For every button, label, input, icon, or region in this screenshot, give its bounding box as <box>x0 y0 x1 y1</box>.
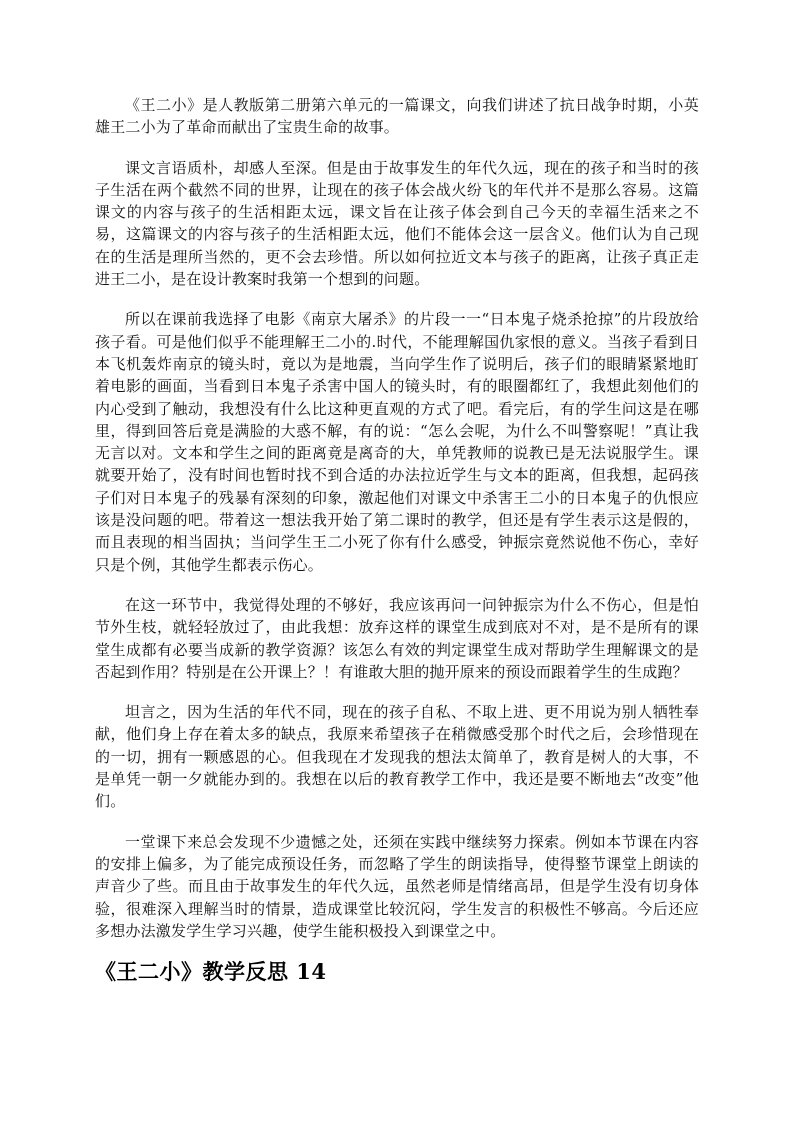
document-body <box>95 94 699 960</box>
section-heading: 《王二小》教学反思 14 <box>95 959 327 984</box>
paragraph-summary: 一堂课下来总会发现不少遗憾之处，还须在实践中继续努力探索。例如本节课在内容的安排上偏多，为了能完成预设任务，而忽略了学生的朗读指导，使得整节课堂上朗读的声音少了些。而且由于故事发生的年代久远，虽然老师是情绪高昂，但是学生没有切身体验，很难深入理解当时的情景，造成课堂比较沉闷，学生发言的积极性不够高。今后还应多想办法激发学生学习兴趣，使学生能积极投入到课堂之中。 <box>95 832 699 940</box>
paragraph-intro: 《王二小》是人教版第二册第六单元的一篇课文，向我们讲述了抗日战争时期，小英雄王二小为了革命而献出了宝贵生命的故事。 <box>95 96 699 137</box>
paragraph-frankly: 坦言之，因为生活的年代不同，现在的孩子自私、不取上进、更不用说为别人牺牲奉献，他们身上存在着太多的缺点，我原来希望孩子在稍微感受那个时代之后，会珍惜现在的一切，拥有一颗感恩的心。但我现在才发现我的想法太简单了，教育是树人的大事，不是单凭一朝一夕就能办到的。我想在以后的教育教学工作中，我还是要不断地去“改变”他们。 <box>95 703 699 811</box>
paragraph-language: 课文言语质朴，却感人至深。但是由于故事发生的年代久远，现在的孩子和当时的孩子生活在两个截然不同的世界，让现在的孩子体会战火纷飞的年代并不是那么容易。这篇课文的内容与孩子的生活相距太远，课文旨在让孩子体会到自己今天的幸福生活来之不易，这篇课文的内容与孩子的生活相距太远，他们不能体会这一层含义。他们认为自己现在的生活是理所当然的，更不会去珍惜。所以如何拉近文本与孩子的距离，让孩子真正走进王二小，是在设计教案时我第一个想到的问题。 <box>95 158 699 289</box>
paragraph-film: 所以在课前我选择了电影《南京大屠杀》的片段一一“日本鬼子烧杀抢掠”的片段放给孩子看。可是他们似乎不能理解王二小的.时代，不能理解国仇家恨的意义。当孩子看到日本飞机轰炸南京的镜头时，竟以为是地震，当向学生作了说明后，孩子们的眼睛紧紧地盯着电影的画面，当看到日本鬼子杀害中国人的镜头时，有的眼圈都红了，我想此刻他们的内心受到了触动，我想没有什么比这种更直观的方式了吧。看完后，有的学生问这是在哪里，得到回答后竟是满脸的大惑不解，有的说：“怎么会呢，为什么不叫警察呢！”真让我无言以对。文本和学生之间的距离竟是离奇的大，单凭教师的说教已是无法说服学生。课就要开始了，没有时间也暂时找不到合适的办法拉近学生与文本的距离，但我想，起码孩子们对日本鬼子的残暴有深刻的印象，激起他们对课文中杀害王二小的日本鬼子的仇恨应该是没问题的吧。带着这一想法我开始了第二课时的教学，但还是有学生表示这是假的，而且表现的相当固执；当问学生王二小死了你有什么感受，钟振宗竟然说他不伤心，幸好只是个例，其他学生都表示伤心。 <box>95 310 699 574</box>
paragraph-reflection: 在这一环节中，我觉得处理的不够好，我应该再问一问钟振宗为什么不伤心，但是怕节外生枝，就轻轻放过了，由此我想：放弃这样的课堂生成到底对不对，是不是所有的课堂生成都有必要当成新的教学资源？该怎么有效的判定课堂生成对帮助学生理解课文的是否起到作用？特别是在公开课上？！有谁敢大胆的抛开原来的预设而跟着学生的生成跑？ <box>95 595 699 681</box>
